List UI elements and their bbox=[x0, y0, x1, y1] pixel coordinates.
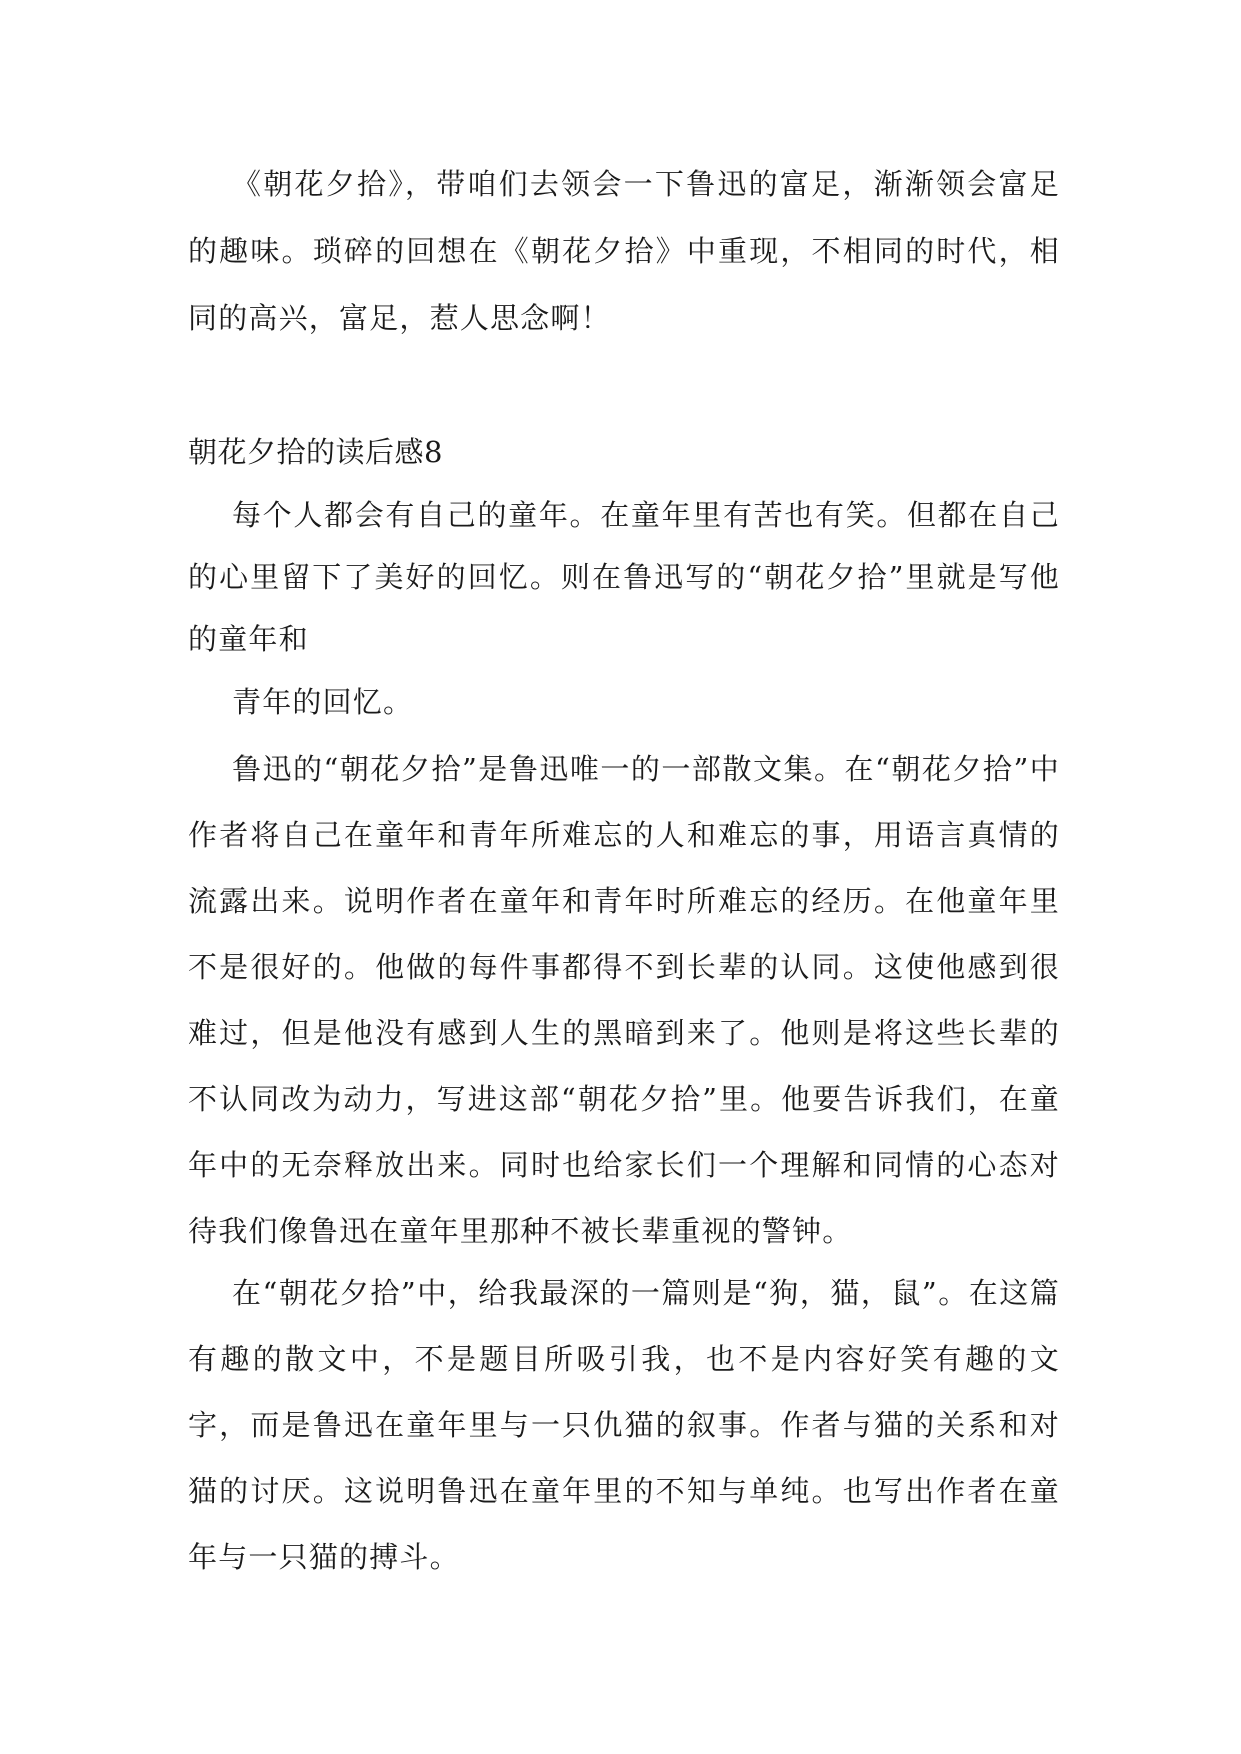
body-paragraph-1: 每个人都会有自己的童年。在童年里有苦也有笑。但都在自己的心里留下了美好的回忆。则在鲁迅写的“朝花夕拾”里就是写他的童年和 bbox=[188, 498, 1060, 656]
body-paragraph-2: 鲁迅的“朝花夕拾”是鲁迅唯一的一部散文集。在“朝花夕拾”中作者将自己在童年和青年所难忘的人和难忘的事，用语言真情的流露出来。说明作者在童年和青年时所难忘的经历。在他童年里不是很好的。他做的每件事都得不到长辈的认同。这使他感到很难过，但是他没有感到人生的黑暗到来了。他则是将这些长辈的不认同改为动力，写进这部“朝花夕拾”里。他要告诉我们，在童年中的无奈释放出来。同时也给家长们一个理解和同情的心态对待我们像鲁迅在童年里那种不被长辈重视的警钟。 bbox=[188, 752, 1060, 1248]
section-heading: 朝花夕拾的读后感8 bbox=[188, 435, 443, 469]
body-paragraph-1-continued: 青年的回忆。 bbox=[232, 685, 414, 719]
intro-paragraph: 《朝花夕拾》，带咱们去领会一下鲁迅的富足，渐渐领会富足的趣味。琐碎的回想在《朝花夕拾》中重现，不相同的时代，相同的高兴，富足，惹人思念啊！ bbox=[188, 167, 1060, 335]
body-paragraph-3: 在“朝花夕拾”中，给我最深的一篇则是“狗，猫，鼠”。在这篇有趣的散文中，不是题目所吸引我，也不是内容好笑有趣的文字，而是鲁迅在童年里与一只仇猫的叙事。作者与猫的关系和对猫的讨厌。这说明鲁迅在童年里的不知与单纯。也写出作者在童年与一只猫的搏斗。 bbox=[188, 1276, 1060, 1574]
